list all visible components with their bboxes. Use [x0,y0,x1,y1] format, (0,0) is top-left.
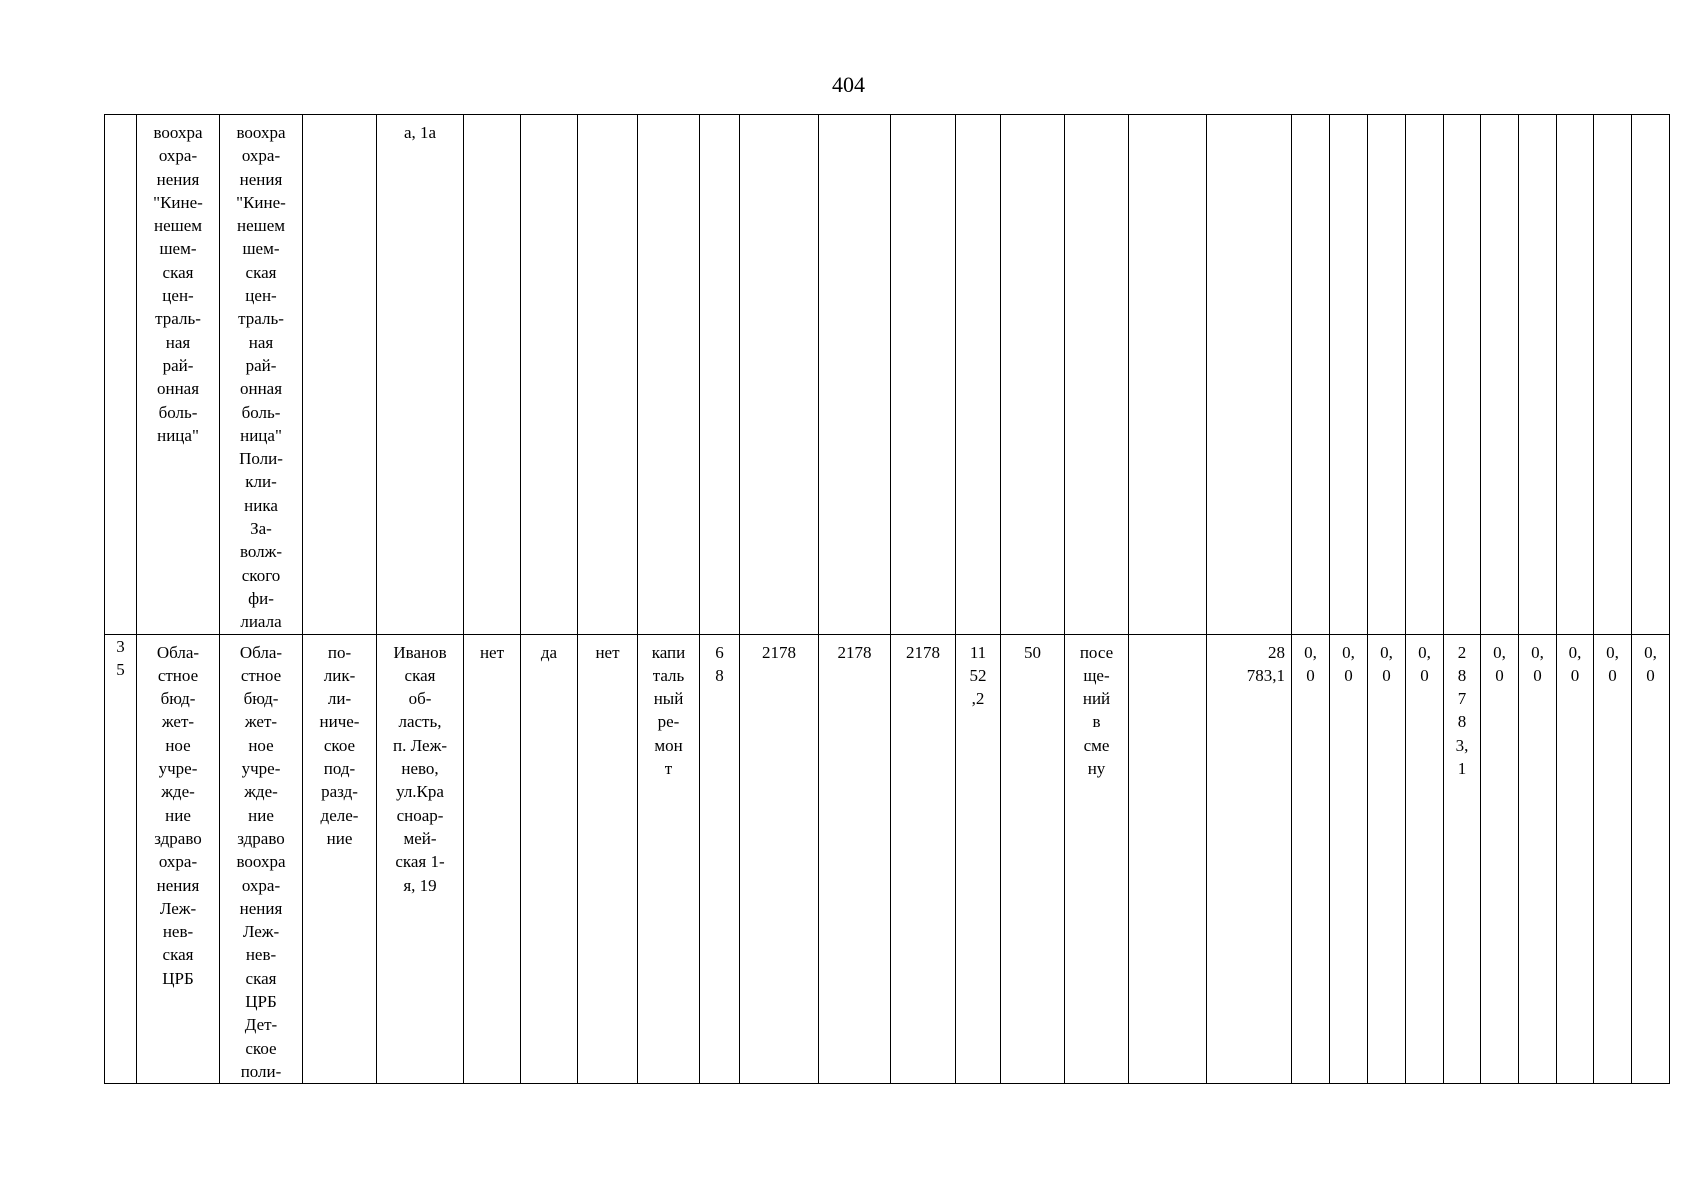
table-cell [891,115,956,635]
table-cell: 0, 0 [1632,634,1670,1084]
table-cell [638,115,700,635]
table-cell: нет [464,634,521,1084]
table-cell [819,115,891,635]
table-cell: 28 783,1 [1207,634,1292,1084]
table-cell: да [521,634,578,1084]
table-cell [1065,115,1129,635]
table-row [105,115,1670,635]
table-cell [578,115,638,635]
data-table [104,114,1670,1084]
institution-name-cell: воохра охра- нения "Кине- нешем шем- ская цен- траль- ная рай- онная боль- ница" [137,115,220,635]
table-cell: 2 8 7 8 3, 1 [1444,634,1481,1084]
table-cell: 0, 0 [1330,634,1368,1084]
table-cell [740,115,819,635]
table-cell: нет [578,634,638,1084]
address-cell: Иванов ская об- ласть, п. Леж- нево, ул.Кра сноар- мей- ская 1- я, 19 [377,634,464,1084]
table-cell [1481,115,1519,635]
table-cell: 2178 [819,634,891,1084]
table-cell: 0, 0 [1406,634,1444,1084]
institution-name-cell: Обла- стное бюд- жет- ное учре- жде- ние здраво охра- нения Леж- нев- ская ЦРБ [137,634,220,1084]
table-cell: 0, 0 [1519,634,1557,1084]
facility-name-cell: Обла- стное бюд- жет- ное учре- жде- ние здраво воохра охра- нения Леж- нев- ская ЦРБ Дет- ское поли- [220,634,303,1084]
subdivision-type-cell: по- лик- ли- ниче- ское под- разд- деле- ние [303,634,377,1084]
table-cell [700,115,740,635]
table-cell [1519,115,1557,635]
table-cell [1368,115,1406,635]
table-cell: капи таль ный ре- мон т [638,634,700,1084]
table-cell [1632,115,1670,635]
table-cell: 2178 [891,634,956,1084]
table-cell [464,115,521,635]
table-cell [1444,115,1481,635]
table-cell [1594,115,1632,635]
table-cell: 0, 0 [1292,634,1330,1084]
address-cell: а, 1а [377,115,464,635]
table-cell [1001,115,1065,635]
table-cell [956,115,1001,635]
table-cell: 11 52 ,2 [956,634,1001,1084]
table-cell: 0, 0 [1481,634,1519,1084]
table-cell: 0, 0 [1368,634,1406,1084]
subdivision-type-cell [303,115,377,635]
table-cell: 2178 [740,634,819,1084]
table-cell [1406,115,1444,635]
table-cell [1557,115,1594,635]
table-cell: посе ще- ний в сме ну [1065,634,1129,1084]
facility-name-cell: воохра охра- нения "Кине- нешем шем- ская цен- траль- ная рай- онная боль- ница" Поли- кли- ника За- волж- ского фи- лиала [220,115,303,635]
row-number-cell: 3 5 [105,634,137,1084]
table-cell: 0, 0 [1594,634,1632,1084]
table-cell [1129,115,1207,635]
table-cell: 6 8 [700,634,740,1084]
row-number-cell [105,115,137,635]
table-cell: 50 [1001,634,1065,1084]
table-cell [1292,115,1330,635]
table-cell: 0, 0 [1557,634,1594,1084]
page-number: 404 [832,72,865,97]
table-cell [521,115,578,635]
table-cell [1330,115,1368,635]
table-cell [1129,634,1207,1084]
table-cell [1207,115,1292,635]
table-row [105,634,1670,1084]
